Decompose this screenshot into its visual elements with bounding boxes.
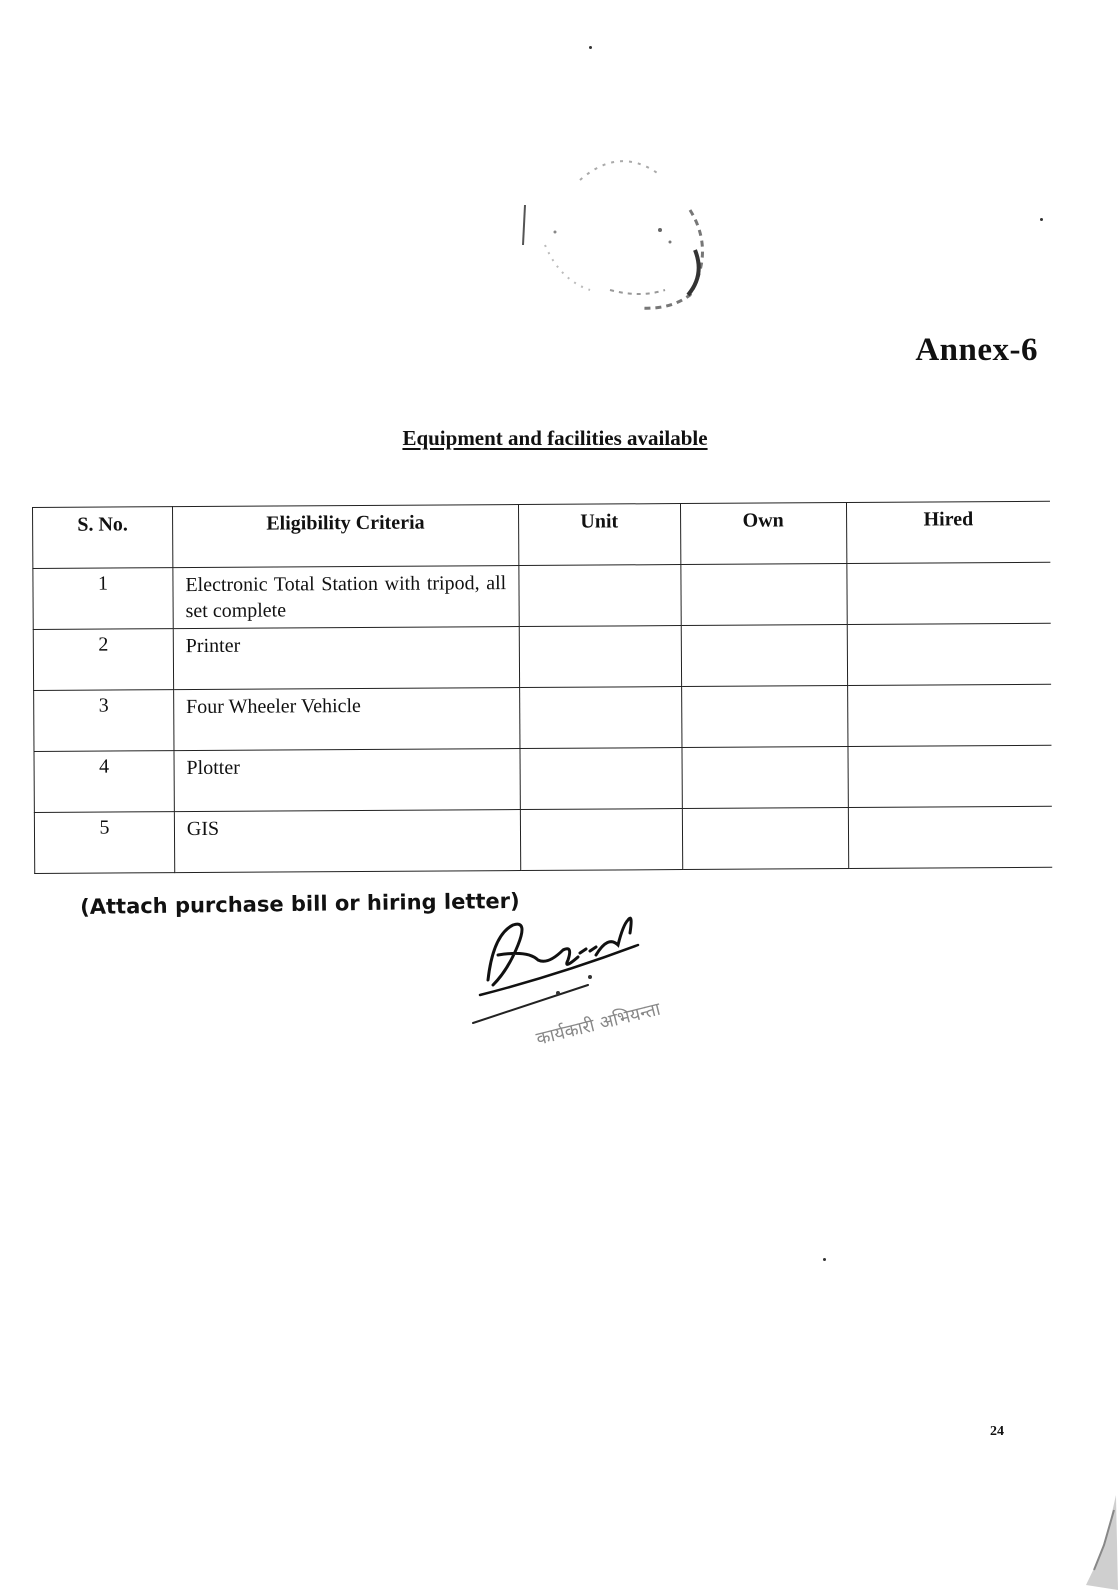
- row-hired: [846, 562, 1050, 624]
- column-header-unit: Unit: [518, 504, 680, 566]
- office-seal-stamp: [520, 150, 720, 320]
- table-header-row: [33, 501, 1051, 568]
- scan-edge-mark: [1068, 1490, 1120, 1592]
- row-own: [681, 686, 847, 748]
- table-row: [34, 806, 1052, 873]
- row-own: [682, 808, 848, 870]
- row-hired: [848, 745, 1052, 807]
- scan-speck: [589, 46, 592, 49]
- row-own: [681, 625, 847, 687]
- row-unit: [519, 565, 681, 627]
- table-row: [33, 562, 1051, 629]
- row-hired: [847, 684, 1051, 746]
- row-own: [681, 564, 847, 626]
- row-unit: [520, 809, 682, 871]
- table-row: [33, 623, 1051, 690]
- row-hired: [847, 623, 1051, 685]
- signature-stamp-text: कार्यकारी अभियन्ता: [534, 998, 663, 1050]
- table-row: [34, 745, 1052, 812]
- row-unit: [519, 687, 681, 749]
- row-unit: [519, 626, 681, 688]
- column-header-sno: S. No.: [33, 507, 173, 569]
- document-title: Equipment and facilities available: [402, 426, 708, 450]
- annex-label: Annex-6: [915, 332, 1038, 368]
- column-header-own: Own: [680, 503, 846, 565]
- row-criteria: Plotter: [174, 749, 520, 812]
- row-criteria: Printer: [173, 627, 519, 690]
- scan-speck: [823, 1258, 826, 1261]
- page-number: 24: [990, 1424, 1004, 1439]
- row-own: [682, 747, 848, 809]
- row-sno: 4: [34, 751, 174, 813]
- column-header-hired: Hired: [846, 501, 1050, 563]
- row-sno: 3: [34, 690, 174, 752]
- signature: [468, 905, 728, 1065]
- row-sno: 2: [33, 629, 173, 691]
- attachment-note: (Attach purchase bill or hiring letter): [80, 888, 520, 919]
- equipment-table: [32, 501, 1052, 874]
- row-unit: [520, 748, 682, 810]
- row-hired: [848, 806, 1052, 868]
- row-sno: 5: [34, 812, 174, 874]
- table-row: [34, 684, 1052, 751]
- row-sno: 1: [33, 568, 173, 630]
- row-criteria: Electronic Total Station with tripod, all set complete: [173, 566, 519, 629]
- row-criteria: Four Wheeler Vehicle: [174, 688, 520, 751]
- column-header-criteria: Eligibility Criteria: [172, 505, 518, 568]
- row-criteria: GIS: [174, 810, 520, 873]
- scan-speck: [1040, 218, 1043, 221]
